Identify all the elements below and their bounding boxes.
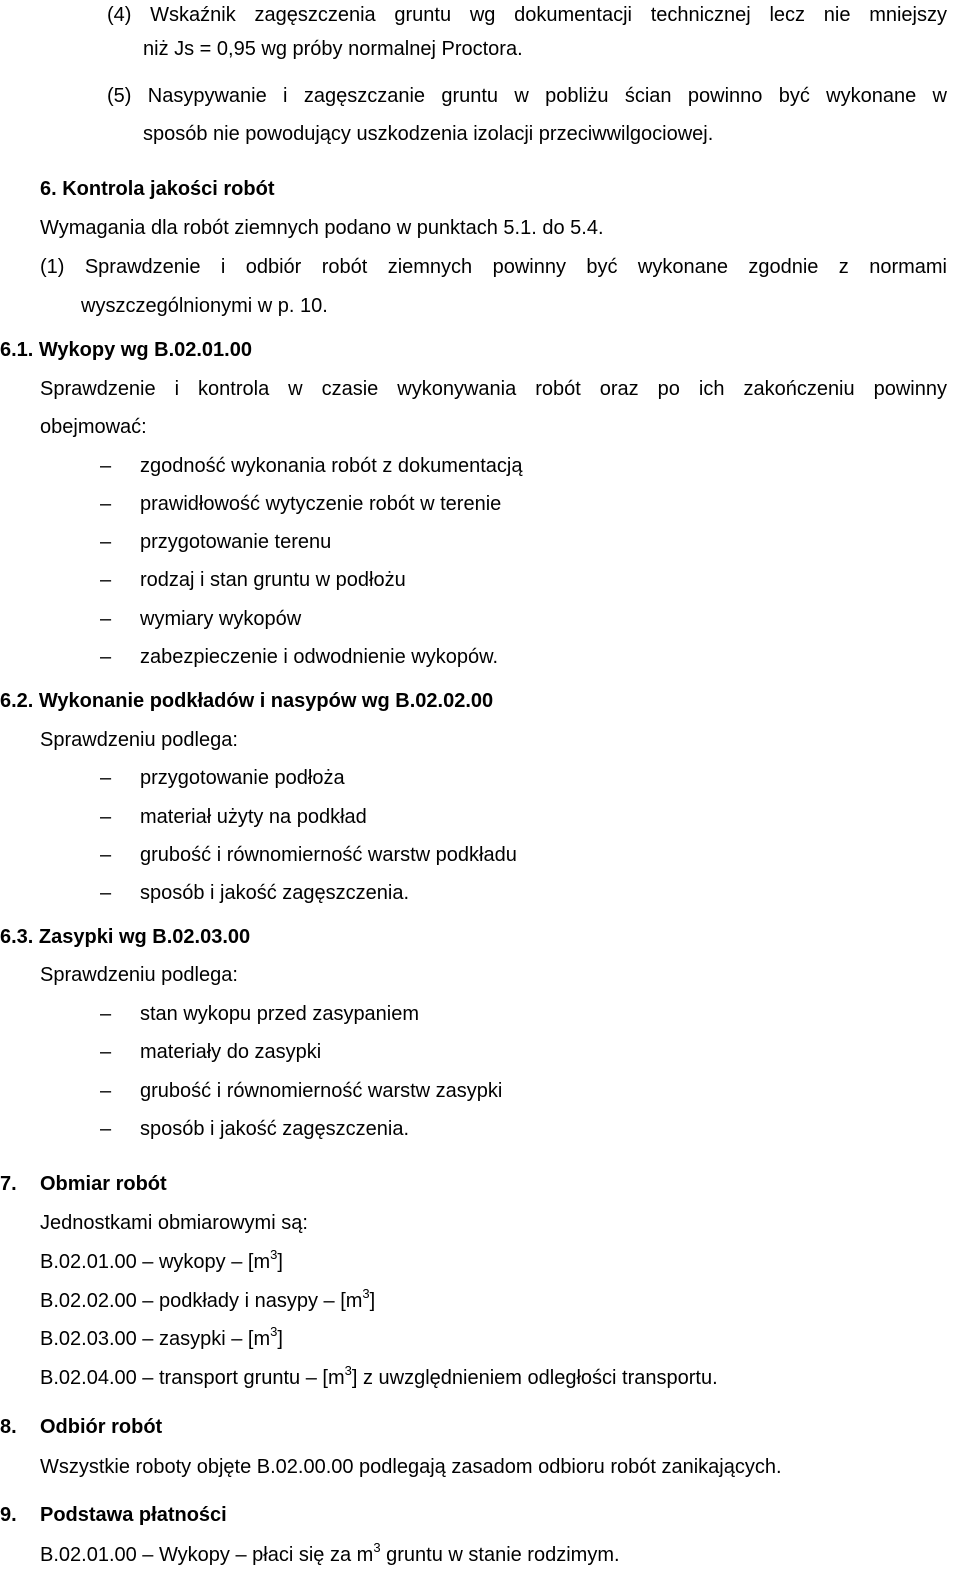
unit-text: B.02.04.00 – transport gruntu – [m xyxy=(40,1367,345,1389)
subsection-6-3-heading: 6.3. Zasypki wg B.02.03.00 xyxy=(0,926,251,948)
payment-text: B.02.01.00 – Wykopy – płaci się za m xyxy=(40,1544,374,1566)
unit-text-suffix: ] z uwzględnieniem odległości transportu. xyxy=(351,1367,718,1389)
dash-bullet: – xyxy=(100,493,112,515)
unit-line xyxy=(40,1247,283,1274)
section-7-title: Obmiar robót xyxy=(40,1173,167,1195)
dash-bullet: – xyxy=(100,844,112,866)
list-item-text: przygotowanie podłoża xyxy=(140,767,345,789)
dash-bullet: – xyxy=(100,455,112,477)
payment-exponent: 3 xyxy=(373,1540,381,1555)
section-6-intro: Wymagania dla robót ziemnych podano w punktach 5.1. do 5.4. xyxy=(40,217,604,239)
dash-bullet: – xyxy=(100,608,112,630)
dash-bullet: – xyxy=(100,1080,112,1102)
unit-text-suffix: ] xyxy=(277,1328,283,1350)
unit-line xyxy=(40,1324,283,1351)
list-item-text: materiały do zasypki xyxy=(140,1041,322,1063)
unit-line xyxy=(40,1286,376,1313)
list-item-text: stan wykopu przed zasypaniem xyxy=(140,1003,420,1025)
subsection-6-2-heading: 6.2. Wykonanie podkładów i nasypów wg B.02.02.00 xyxy=(0,690,494,712)
dash-bullet: – xyxy=(100,806,112,828)
unit-text: B.02.02.00 – podkłady i nasypy – [m xyxy=(40,1290,363,1312)
section-8-number: 8. xyxy=(0,1416,17,1438)
list-item-text: prawidłowość wytyczenie robót w terenie xyxy=(140,493,502,515)
list-item-text: zgodność wykonania robót z dokumentacją xyxy=(140,455,523,477)
item-5-line-1: (5) Nasypywanie i zagęszczanie gruntu w pobliżu ścian powinno być wykonane w xyxy=(107,85,947,107)
dash-bullet: – xyxy=(100,569,112,591)
item-5-line-2: sposób nie powodujący uszkodzenia izolacji przeciwwilgociowej. xyxy=(143,123,714,145)
dash-bullet: – xyxy=(100,531,112,553)
dash-bullet: – xyxy=(100,1041,112,1063)
item-4-line-2: niż Js = 0,95 wg próby normalnej Proctora. xyxy=(143,38,523,60)
section-6-item-1-line-2: wyszczególnionymi w p. 10. xyxy=(81,295,328,317)
unit-exponent: 3 xyxy=(270,1247,278,1262)
unit-line xyxy=(40,1363,718,1390)
list-item-text: grubość i równomierność warstw podkładu xyxy=(140,844,517,866)
section-8-text: Wszystkie roboty objęte B.02.00.00 podlegają zasadom odbioru robót zanikających. xyxy=(40,1456,782,1478)
subsection-6-1-intro-line-2: obejmować: xyxy=(40,416,147,438)
section-8-title: Odbiór robót xyxy=(40,1416,163,1438)
section-6-heading: 6. Kontrola jakości robót xyxy=(40,178,275,200)
unit-exponent: 3 xyxy=(270,1324,278,1339)
dash-bullet: – xyxy=(100,1118,112,1140)
list-item-text: grubość i równomierność warstw zasypki xyxy=(140,1080,503,1102)
unit-exponent: 3 xyxy=(344,1363,352,1378)
dash-bullet: – xyxy=(100,767,112,789)
section-9-title: Podstawa płatności xyxy=(40,1504,227,1526)
subsection-6-1-intro-line-1: Sprawdzenie i kontrola w czasie wykonywania robót oraz po ich zakończeniu powinny xyxy=(40,378,947,400)
list-item-text: sposób i jakość zagęszczenia. xyxy=(140,882,410,904)
unit-exponent: 3 xyxy=(362,1286,370,1301)
list-item-text: materiał użyty na podkład xyxy=(140,806,367,828)
dash-bullet: – xyxy=(100,646,112,668)
unit-text: B.02.03.00 – zasypki – [m xyxy=(40,1328,271,1350)
section-6-item-1-line-1: (1) Sprawdzenie i odbiór robót ziemnych powinny być wykonane zgodnie z normami xyxy=(40,256,947,278)
list-item-text: przygotowanie terenu xyxy=(140,531,332,553)
section-9-text xyxy=(40,1540,620,1567)
list-item-text: sposób i jakość zagęszczenia. xyxy=(140,1118,410,1140)
dash-bullet: – xyxy=(100,882,112,904)
section-9-number: 9. xyxy=(0,1504,17,1526)
list-item-text: rodzaj i stan gruntu w podłożu xyxy=(140,569,406,591)
list-item-text: zabezpieczenie i odwodnienie wykopów. xyxy=(140,646,499,668)
section-7-number: 7. xyxy=(0,1173,17,1195)
unit-text: B.02.01.00 – wykopy – [m xyxy=(40,1251,271,1273)
unit-text-suffix: ] xyxy=(277,1251,283,1273)
subsection-6-3-intro: Sprawdzeniu podlega: xyxy=(40,964,238,986)
item-4-line-1: (4) Wskaźnik zagęszczenia gruntu wg dokumentacji technicznej lecz nie mniejszy xyxy=(107,4,947,26)
payment-text-suffix: gruntu w stanie rodzimym. xyxy=(380,1544,620,1566)
section-7-intro: Jednostkami obmiarowymi są: xyxy=(40,1212,308,1234)
subsection-6-1-heading: 6.1. Wykopy wg B.02.01.00 xyxy=(0,339,252,361)
unit-text-suffix: ] xyxy=(369,1290,376,1312)
list-item-text: wymiary wykopów xyxy=(140,608,302,630)
dash-bullet: – xyxy=(100,1003,112,1025)
subsection-6-2-intro: Sprawdzeniu podlega: xyxy=(40,729,238,751)
